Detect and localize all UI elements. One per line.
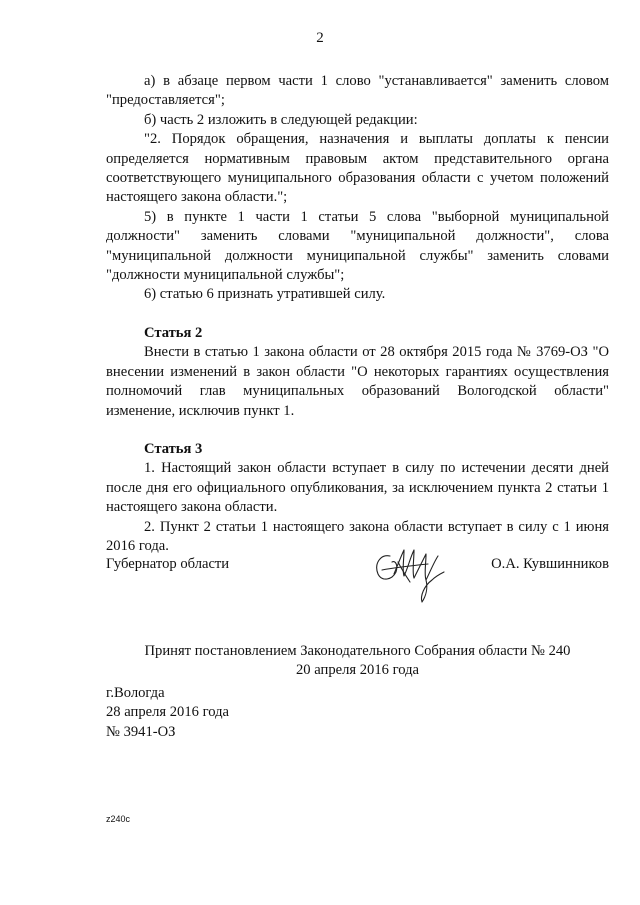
signatory-name: О.А. Кувшинников [491,556,609,572]
adoption-line-2: 20 апреля 2016 года [296,662,419,679]
article-2-text: Внести в статью 1 закона области от 28 октября 2015 года № 3769-ОЗ "О внесении изменений в закон области "О некоторых гарантиях осуществления полномочий глав муниципальных образований Вологодской области" изменение, исключив пункт 1. [106,344,609,419]
city: г.Вологда [106,685,165,701]
adoption-line-1: Принят постановлением Законодательного Собрания области № 240 [144,643,571,659]
document-body [106,72,609,556]
adoption-note [106,642,609,681]
paragraph-a: а) в абзаце первом части 1 слово "устанавливается" заменить словом "предоставляется"; [106,73,609,109]
paragraph-new-part2: "2. Порядок обращения, назначения и выплаты доплаты к пенсии определяется нормативным правовым актом представительного органа соответствующего муниципального образования области с учетом положений настоящего закона области."; [106,131,609,206]
article-3-paragraph-2: 2. Пункт 2 статьи 1 настоящего закона области вступает в силу с 1 июня 2016 года. [106,518,609,554]
law-number: № 3941-ОЗ [106,723,176,740]
document-code: z240c [106,814,131,824]
paragraph-6: 6) статью 6 признать утратившей силу. [144,286,386,303]
article-3-title: Статья 3 [144,440,203,457]
page-number: 2 [316,30,324,46]
article-3-paragraph-1: 1. Настоящий закон области вступает в силу по истечении десяти дней после дня его официального опубликования, за исключением пункта 2 статьи 1 настоящего закона области. [106,460,609,516]
signing-date: 28 апреля 2016 года [106,704,229,721]
handwritten-signature [368,540,448,608]
paragraph-5: 5) в пункте 1 части 1 статьи 5 слова "выборной муниципальной должности" заменить словами "муниципальной должности", слова "муниципальной должности муниципальной службы" заменить словами "должности муниципальной службы"; [106,208,609,284]
article-2-title: Статья 2 [144,324,203,341]
paragraph-b: б) часть 2 изложить в следующей редакции: [144,111,418,128]
signature-block [106,540,609,610]
signatory-title: Губернатор области [106,556,230,572]
place-and-date [106,684,229,742]
